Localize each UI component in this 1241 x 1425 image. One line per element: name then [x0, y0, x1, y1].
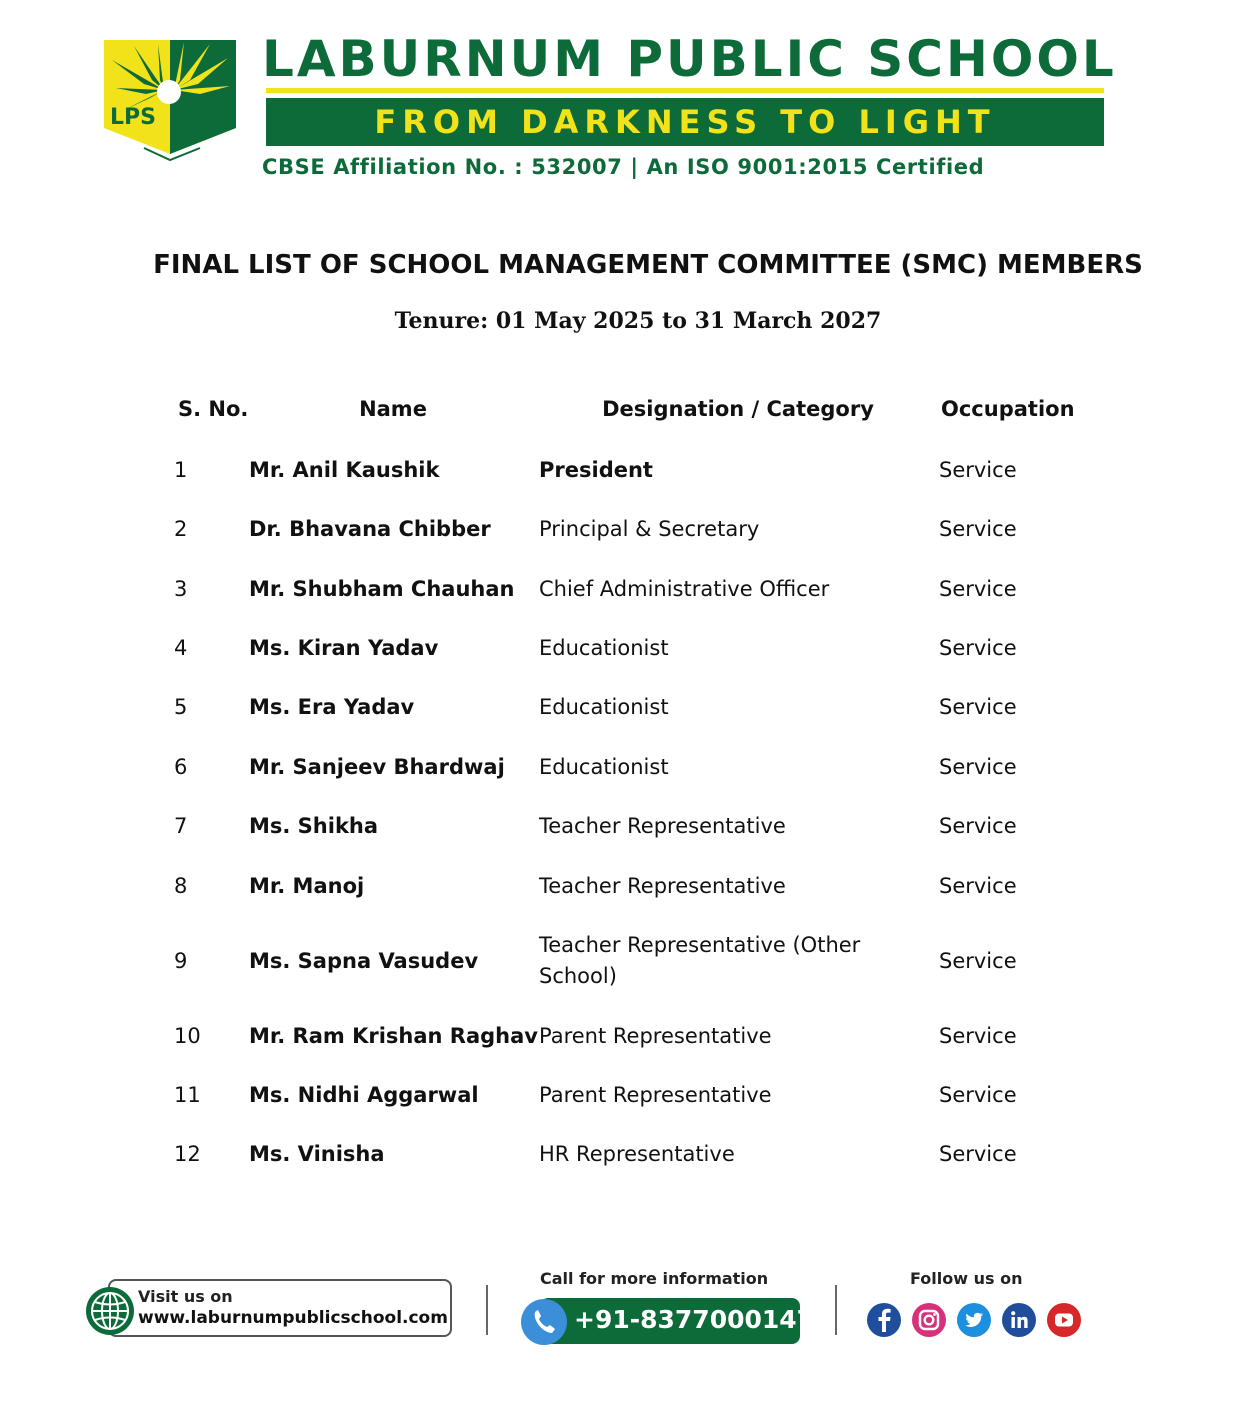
website-link[interactable]: www.laburnumpublicschool.com	[138, 1308, 448, 1328]
table-row	[0, 1080, 1241, 1120]
cell-name: Ms. Sapna Vasudev	[249, 949, 479, 973]
cell-sno: 9	[174, 949, 188, 973]
phone-number[interactable]: +91-8377000147	[574, 1305, 815, 1334]
tenure-text: Tenure: 01 May 2025 to 31 March 2027	[394, 308, 882, 334]
table-row	[0, 455, 1241, 495]
cell-name: Ms. Nidhi Aggarwal	[249, 1083, 479, 1107]
cell-designation: Educationist	[539, 695, 669, 719]
header-occupation: Occupation	[941, 397, 1075, 421]
cell-designation: Parent Representative	[539, 1024, 772, 1048]
document-title: FINAL LIST OF SCHOOL MANAGEMENT COMMITTEE (SMC) MEMBERS	[153, 250, 1143, 280]
header-name: Name	[359, 397, 427, 421]
table-row	[0, 633, 1241, 673]
cell-sno: 4	[174, 636, 188, 660]
table-row	[0, 692, 1241, 732]
instagram-icon[interactable]	[911, 1302, 947, 1338]
visit-label: Visit us on	[138, 1287, 233, 1306]
cell-name: Ms. Era Yadav	[249, 695, 415, 719]
footer-divider	[486, 1285, 488, 1335]
cell-sno: 7	[174, 814, 188, 838]
cell-designation: Principal & Secretary	[539, 517, 760, 541]
cell-sno: 5	[174, 695, 188, 719]
cell-sno: 8	[174, 874, 188, 898]
cell-sno: 12	[174, 1142, 201, 1166]
cell-sno: 6	[174, 755, 188, 779]
cell-occupation: Service	[939, 636, 1017, 660]
table-row	[0, 1021, 1241, 1061]
cell-name: Dr. Bhavana Chibber	[249, 517, 491, 541]
cell-name: Ms. Kiran Yadav	[249, 636, 439, 660]
cell-occupation: Service	[939, 577, 1017, 601]
cell-sno: 2	[174, 517, 188, 541]
cell-sno: 1	[174, 458, 188, 482]
cell-occupation: Service	[939, 695, 1017, 719]
cell-occupation: Service	[939, 517, 1017, 541]
cell-name: Mr. Ram Krishan Raghav	[249, 1024, 538, 1048]
school-motto: FROM DARKNESS TO LIGHT	[266, 98, 1104, 146]
cell-sno: 3	[174, 577, 188, 601]
cell-name: Ms. Vinisha	[249, 1142, 385, 1166]
cell-designation: Teacher Representative	[539, 874, 786, 898]
school-logo-icon	[104, 40, 236, 166]
youtube-icon[interactable]	[1046, 1302, 1082, 1338]
cell-sno: 10	[174, 1024, 201, 1048]
svg-text:LPS: LPS	[110, 105, 156, 130]
header-designation: Designation / Category	[602, 397, 874, 421]
phone-icon	[520, 1298, 568, 1346]
cell-occupation: Service	[939, 1083, 1017, 1107]
table-row	[0, 811, 1241, 851]
table-row	[0, 574, 1241, 614]
cell-occupation: Service	[939, 755, 1017, 779]
cell-occupation: Service	[939, 1024, 1017, 1048]
cell-occupation: Service	[939, 458, 1017, 482]
cell-occupation: Service	[939, 814, 1017, 838]
cell-sno: 11	[174, 1083, 201, 1107]
header-sno: S. No.	[178, 397, 249, 421]
cell-occupation: Service	[939, 949, 1017, 973]
cell-name: Mr. Shubham Chauhan	[249, 577, 515, 601]
facebook-icon[interactable]	[866, 1302, 902, 1338]
follow-label: Follow us on	[910, 1269, 1023, 1288]
table-row	[0, 1139, 1241, 1179]
cell-designation: Educationist	[539, 755, 669, 779]
table-row	[0, 514, 1241, 554]
table-row	[0, 930, 1241, 994]
table-row	[0, 871, 1241, 911]
twitter-icon[interactable]	[956, 1302, 992, 1338]
cell-name: Ms. Shikha	[249, 814, 379, 838]
cell-designation: Teacher Representative	[539, 814, 786, 838]
globe-icon	[84, 1285, 136, 1337]
cell-occupation: Service	[939, 1142, 1017, 1166]
cell-name: Mr. Sanjeev Bhardwaj	[249, 755, 505, 779]
footer-divider	[835, 1285, 837, 1335]
cell-designation: Parent Representative	[539, 1083, 772, 1107]
cell-occupation: Service	[939, 874, 1017, 898]
cell-designation: Teacher Representative (Other School)	[539, 933, 861, 988]
cell-designation: President	[539, 458, 653, 482]
cell-designation: Chief Administrative Officer	[539, 577, 830, 601]
affiliation-text: CBSE Affiliation No. : 532007 | An ISO 9001:2015 Certified	[262, 155, 985, 179]
cell-name: Mr. Anil Kaushik	[249, 458, 440, 482]
call-label: Call for more information	[540, 1269, 769, 1288]
linkedin-icon[interactable]	[1001, 1302, 1037, 1338]
school-name: LABURNUM PUBLIC SCHOOL	[262, 30, 1117, 88]
cell-name: Mr. Manoj	[249, 874, 365, 898]
table-row	[0, 752, 1241, 792]
cell-designation: Educationist	[539, 636, 669, 660]
cell-designation: HR Representative	[539, 1142, 735, 1166]
header-divider	[266, 88, 1104, 93]
